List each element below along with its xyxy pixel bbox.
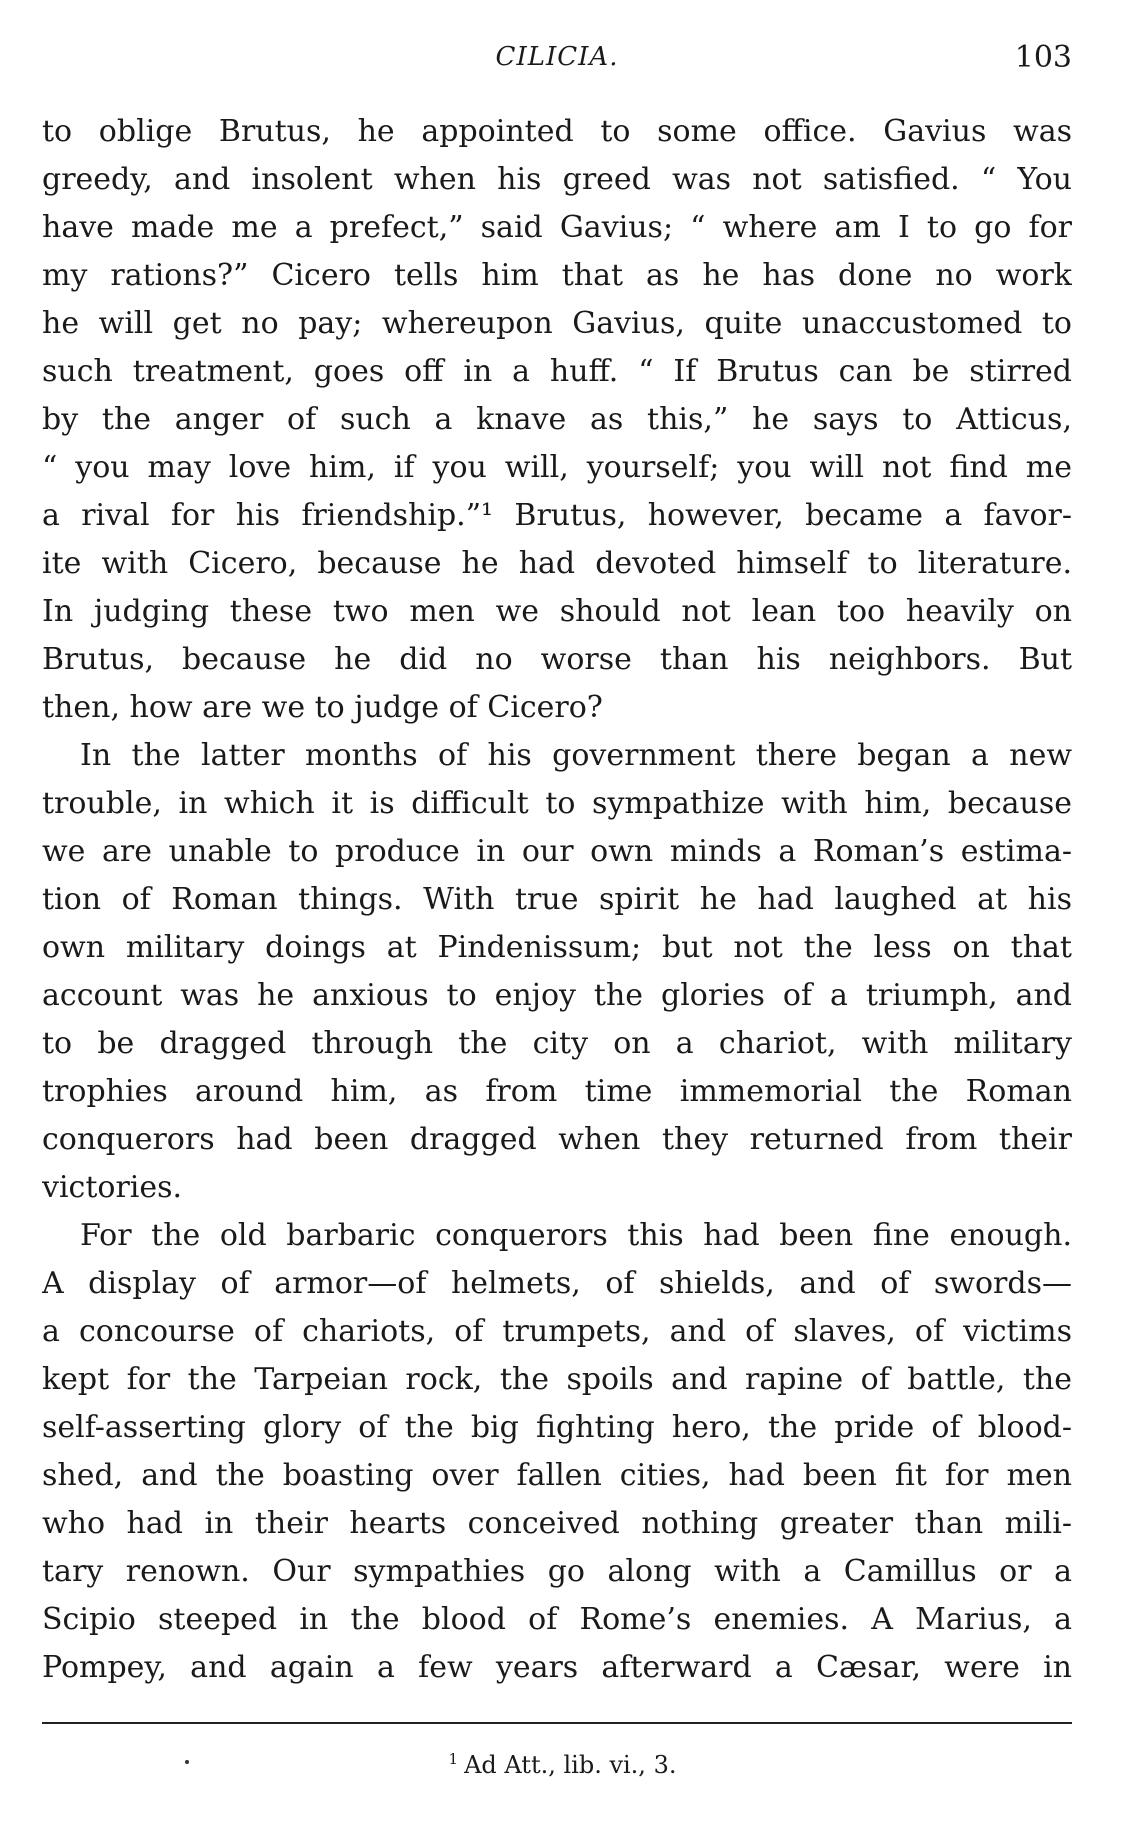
text-line: victories. (42, 1170, 183, 1205)
text-line: have made me a prefect,” said Gavius; “ where am I to go for (42, 210, 1072, 245)
footnote-marker: 1 (448, 1750, 459, 1768)
text-line: by the anger of such a knave as this,” he says to Atticus, (42, 402, 1072, 437)
running-title: CILICIA. (495, 42, 619, 72)
text-line: ite with Cicero, because he had devoted himself to literature. (42, 546, 1072, 581)
text-line: a concourse of chariots, of trumpets, and of slaves, of victims (42, 1314, 1072, 1349)
text-line: to be dragged through the city on a chariot, with military (42, 1026, 1072, 1061)
footnote-rule (42, 1722, 1072, 1724)
paragraph-start-line: In the latter months of his government there began a new (80, 738, 1072, 773)
text-line: In judging these two men we should not lean too heavily on (42, 594, 1072, 629)
text-line: tary renown. Our sympathies go along with a Camillus or a (42, 1554, 1072, 1589)
paragraph-start-line: For the old barbaric conquerors this had been fine enough. (80, 1218, 1072, 1253)
text-line: we are unable to produce in our own minds a Roman’s estima- (42, 834, 1072, 869)
footnote-text: Ad Att., lib. vi., 3. (464, 1751, 677, 1779)
text-line: he will get no pay; whereupon Gavius, quite unaccustomed to (42, 306, 1072, 341)
text-line: such treatment, goes off in a huff. “ If Brutus can be stirred (42, 354, 1072, 389)
text-line: trouble, in which it is difficult to sympathize with him, because (42, 786, 1072, 821)
footnote (0, 1750, 1125, 1779)
text-line: kept for the Tarpeian rock, the spoils and rapine of battle, the (42, 1362, 1072, 1397)
text-line: trophies around him, as from time immemorial the Roman (42, 1074, 1072, 1109)
text-line: “ you may love him, if you will, yourself; you will not find me (42, 450, 1072, 485)
text-line: my rations?” Cicero tells him that as he has done no work (42, 258, 1072, 293)
text-line: who had in their hearts conceived nothing greater than mili- (42, 1506, 1072, 1541)
running-head (42, 40, 1072, 80)
text-line: own military doings at Pindenissum; but not the less on that (42, 930, 1072, 965)
text-line: account was he anxious to enjoy the glories of a triumph, and (42, 978, 1072, 1013)
text-line: tion of Roman things. With true spirit he had laughed at his (42, 882, 1072, 917)
text-line: Scipio steeped in the blood of Rome’s enemies. A Marius, a (42, 1602, 1072, 1637)
page-number: 103 (1014, 40, 1072, 75)
text-line: a rival for his friendship.”¹ Brutus, however, became a favor- (42, 498, 1072, 533)
text-line: conquerors had been dragged when they returned from their (42, 1122, 1072, 1157)
text-line: to oblige Brutus, he appointed to some office. Gavius was (42, 114, 1072, 149)
text-line: then, how are we to judge of Cicero? (42, 690, 603, 725)
text-line: A display of armor—of helmets, of shields, and of swords— (42, 1266, 1072, 1301)
text-line: Pompey, and again a few years afterward a Cæsar, were in (42, 1650, 1072, 1685)
text-line: greedy, and insolent when his greed was not satisfied. “ You (42, 162, 1072, 197)
text-line: Brutus, because he did no worse than his neighbors. But (42, 642, 1072, 677)
body-text (42, 108, 1072, 1692)
text-line: self-asserting glory of the big fighting hero, the pride of blood- (42, 1410, 1072, 1445)
text-line: shed, and the boasting over fallen cities, had been fit for men (42, 1458, 1072, 1493)
